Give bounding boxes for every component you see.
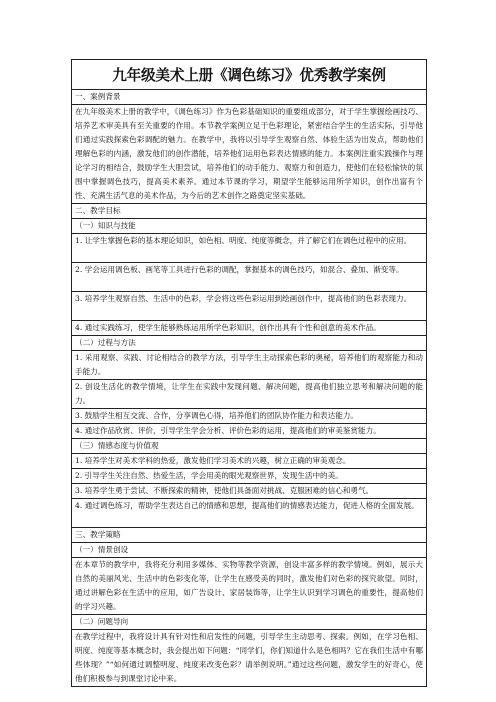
table-row: （三）情感态度与价值观 xyxy=(72,439,426,454)
table-body xyxy=(72,90,426,686)
table-row: （二）过程与方法 xyxy=(72,336,426,351)
table-row: 二、教学目标 xyxy=(72,204,426,219)
table-row: 3. 培养学生勇于尝试、不断探索的精神，使他们具备面对挑战、克服困难的信心和勇气。 xyxy=(72,484,426,499)
table-row: 1. 让学生掌握色彩的基本理论知识，如色相、明度、纯度等概念，并了解它们在调色过程中的应用。 xyxy=(72,234,426,263)
table-row: 三、教学策略 xyxy=(72,528,426,543)
table-row: 4. 通过实践练习，使学生能够熟练运用所学色彩知识，创作出具有个性和创意的美术作品。 xyxy=(72,321,426,336)
table-row: （一）情景创设 xyxy=(72,543,426,558)
table-row: 3. 培养学生观察自然、生活中的色彩，学会将这些色彩运用到绘画创作中，提高他们的色彩表现力。 xyxy=(72,292,426,321)
table-row: 2. 创设生活化的教学情境，让学生在实践中发现问题、解决问题，提高他们独立思考和解决问题的能力。 xyxy=(72,380,426,409)
table-row: 2. 引导学生关注自然、热爱生活，学会用美的眼光观察世界，发现生活中的美。 xyxy=(72,469,426,484)
table-row: 4. 通过调色练习，帮助学生表达自己的情感和思想，提高他们的情感表达能力，促进人格的全面发展。 xyxy=(72,499,426,528)
table-row: （一）知识与技能 xyxy=(72,219,426,234)
table-row: 1. 采用观察、实践、讨论相结合的教学方法，引导学生主动探索色彩的奥秘，培养他们的观察能力和动手能力。 xyxy=(72,351,426,380)
table-row: 在教学过程中，我将设计具有针对性和启发性的问题，引导学生主动思考、探索。例如，在学习色相、明度、纯度等基本概念时，我会提出如下问题：“同学们，你们知道什么是色相吗？它在我们生活中有哪些体现？”“如何通过调整明度、纯度来改变色彩？请举例说明。”通过这些问题，激发学生的好奇心，使他们积极参与到课堂讨论中来。 xyxy=(75,632,423,683)
table-row: 2. 学会运用调色板、画笔等工具进行色彩的调配，掌握基本的调色技巧，如混合、叠加、渐变等。 xyxy=(72,263,426,292)
lesson-plan-table xyxy=(71,59,427,687)
document-title: 九年级美术上册《调色练习》优秀教学案例 xyxy=(72,60,426,90)
table-row: 在九年级美术上册的教学中，《调色练习》作为色彩基础知识的重要组成部分，对于学生掌握绘画技巧、培养艺术审美具有至关重要的作用。本节教学案例立足于色彩理论，紧密结合学生的生活实际，引导他们通过实践探索色彩调配的魅力。在教学中，我将以引导学生观察自然、体验生活为出发点，帮助他们理解色彩的内涵，激发他们的创作潜能，培养他们运用色彩表达情感的能力。本案例注重实践操作与理论学习的相结合，鼓励学生大胆尝试，培养他们的动手能力、观察力和创造力，使他们在轻松愉快的氛围中掌握调色技巧，提高美术素养。通过本节课的学习，期望学生能够运用所学知识，创作出富有个性、充满生活气息的美术作品，为今后的艺术创作之路奠定坚实基础。 xyxy=(72,105,426,204)
table-row: 3. 鼓励学生相互交流、合作，分享调色心得，培养他们的团队协作能力和表达能力。 xyxy=(72,409,426,424)
table-row: 1. 培养学生对美术学科的热爱，激发他们学习美术的兴趣，树立正确的审美观念。 xyxy=(72,454,426,469)
table-row: 一、案例背景 xyxy=(72,90,426,105)
table-row: 在本章节的教学中，我将充分利用多媒体、实物等教学资源，创设丰富多样的教学情境。例如，展示大自然的美丽风光、生活中的色彩变化等，让学生在感受美的同时，激发他们对色彩的探究欲望。同时，通过讲解色彩在生活中的应用，如广告设计、家居装饰等，让学生认识到学习调色的重要性，提高他们的学习兴趣。 xyxy=(72,558,426,615)
table-row: 4. 通过作品欣赏、评价，引导学生学会分析、评价色彩的运用，提高他们的审美鉴赏能力。 xyxy=(72,424,426,439)
table-row: （二）问题导向 xyxy=(72,615,426,630)
